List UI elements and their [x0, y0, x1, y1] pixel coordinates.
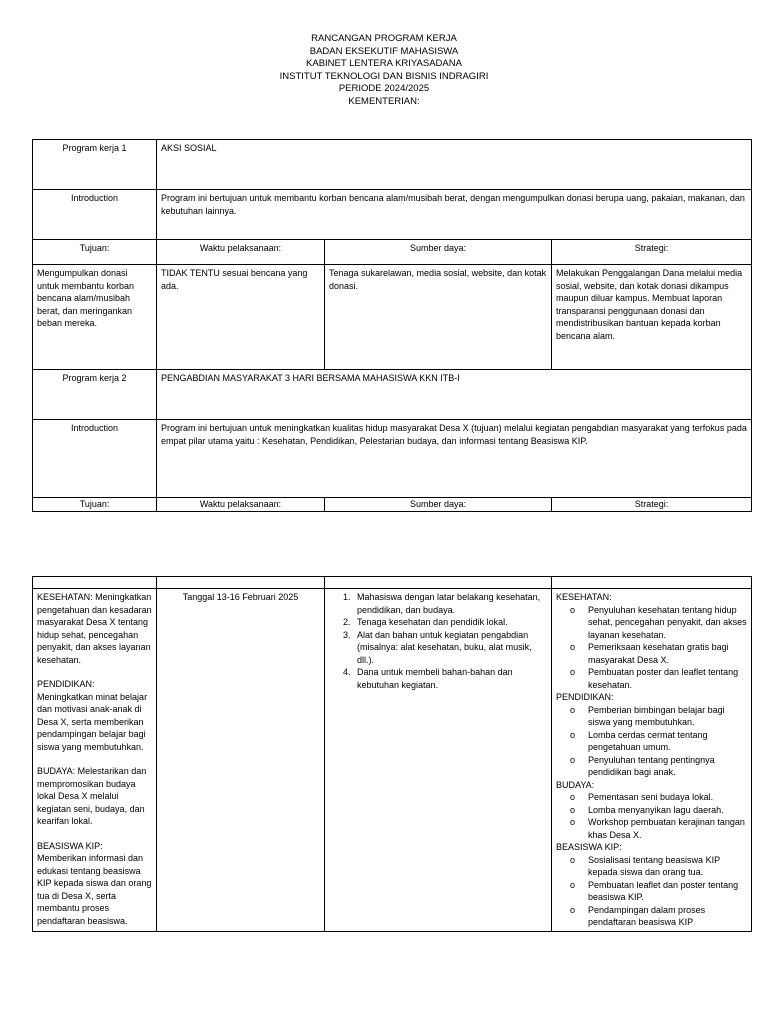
header-ministry: KEMENTERIAN: — [348, 95, 420, 107]
sumber-list — [329, 591, 547, 691]
empty-row — [33, 577, 752, 589]
bullet-icon: o — [570, 642, 576, 652]
program2-strategi-cell — [552, 589, 752, 932]
program2-detail-row — [33, 589, 752, 932]
program2-header-sumber: Sumber daya: — [325, 498, 552, 512]
program1-label: Program kerja 1 — [33, 140, 157, 190]
bullet-icon: o — [570, 804, 576, 815]
program-table-page-1 — [32, 139, 752, 512]
program1-header-row — [33, 240, 752, 265]
strategi-kesehatan-title: KESEHATAN: — [556, 592, 612, 602]
program1-sumber: Tenaga sukarelawan, media sosial, website, dan kotak donasi. — [325, 265, 552, 370]
list-item: o Pembuatan poster dan leaflet tentang kesehatan. — [570, 667, 739, 690]
program2-intro-label: Introduction — [33, 420, 157, 498]
program1-intro-label: Introduction — [33, 190, 157, 240]
list-item: o Lomba menyanyikan lagu daerah. — [570, 804, 724, 815]
strategi-pendidikan-list — [556, 704, 747, 779]
list-item: o Pemeriksaan kesehatan gratis bagi masyarakat Desa X. — [570, 642, 729, 665]
bullet-icon: o — [570, 817, 576, 827]
bullet-icon: o — [570, 879, 576, 890]
list-item: o Sosialisasi tentang beasiswa KIP kepada siswa dan orang tua. — [570, 854, 720, 877]
program1-intro: Program ini bertujuan untuk membantu korban bencana alam/musibah berat, dengan mengumpulkan donasi berupa uang, pakaian, makanan, dan kebutuhan lainnya. — [157, 190, 752, 240]
program1-intro-row — [33, 190, 752, 240]
strategi-beasiswa-title: BEASISWA KIP: — [556, 842, 622, 852]
program2-name-row — [33, 370, 752, 420]
tujuan-beasiswa: BEASISWA KIP: Memberikan informasi dan edukasi tentang beasiswa KIP kepada siswa dan orang tua di Desa X, serta membantu proses pendaftaran beasiswa. — [37, 840, 152, 926]
strategi-budaya-list — [556, 791, 747, 841]
program-table-page-2 — [32, 576, 752, 932]
program2-sumber-cell — [325, 589, 552, 932]
bullet-icon: o — [570, 854, 576, 865]
document-header — [0, 33, 768, 108]
program2-label: Program kerja 2 — [33, 370, 157, 420]
bullet-icon: o — [570, 729, 576, 740]
list-item: 1. Mahasiswa dengan latar belakang kesehatan, pendidikan, dan budaya. — [353, 591, 547, 616]
bullet-icon: o — [570, 667, 576, 677]
list-item: 2. Tenaga kesehatan dan pendidik lokal. — [353, 616, 547, 629]
header-cabinet: KABINET LENTERA KRIYASADANA — [306, 58, 462, 69]
list-item: o Penyuluhan tentang pentingnya pendidikan bagi anak. — [570, 754, 715, 777]
program1-name-row — [33, 140, 752, 190]
list-item: o Pembuatan leaflet dan poster tentang beasiswa KIP. — [570, 879, 739, 902]
program2-header-waktu: Waktu pelaksanaan: — [157, 498, 325, 512]
program2-header-row — [33, 498, 752, 512]
list-item: 4. Dana untuk membeli bahan-bahan dan kebutuhan kegiatan. — [353, 666, 547, 691]
tujuan-budaya: BUDAYA: Melestarikan dan mempromosikan budaya lokal Desa X melalui kegiatan seni, budaya, dan kearifan lokal. — [37, 766, 147, 826]
header-period: PERIODE 2024/2025 — [338, 83, 430, 94]
strategi-kesehatan-list — [556, 604, 747, 692]
list-item: o Lomba cerdas cermat tentang pengetahuan umum. — [570, 729, 708, 752]
tujuan-pendidikan: PENDIDIKAN: Meningkatkan minat belajar dan motivasi anak-anak di Desa X, serta memberikan pendampingan belajar bagi siswa yang membutuhkan. — [37, 679, 148, 752]
program2-intro-row — [33, 420, 752, 498]
list-item: o Penyuluhan kesehatan tentang hidup sehat, pencegahan penyakit, dan akses layanan kesehatan. — [570, 604, 747, 640]
bullet-icon: o — [570, 754, 576, 765]
list-item: 3. Alat dan bahan untuk kegiatan pengabdian (misalnya: alat kesehatan, buku, alat musik, dll.). — [353, 629, 547, 667]
program2-intro: Program ini bertujuan untuk meningkatkan kualitas hidup masyarakat Desa X (tujuan) melalui kegiatan pengabdian masyarakat yang terfokus pada empat pilar utama yaitu : Kesehatan, Pendidikan, Pelestarian budaya, dan informasi tentang Beasiswa KIP. — [157, 420, 752, 498]
program2-header-tujuan: Tujuan: — [33, 498, 157, 512]
program1-tujuan: Mengumpulkan donasi untuk membantu korban bencana alam/musibah berat, dan meringankan beban mereka. — [33, 265, 157, 370]
program2-name: PENGABDIAN MASYARAKAT 3 HARI BERSAMA MAHASISWA KKN ITB-I — [157, 370, 752, 420]
program1-header-tujuan: Tujuan: — [33, 240, 157, 265]
program2-tujuan-cell — [33, 589, 157, 932]
bullet-icon: o — [570, 904, 576, 915]
bullet-icon: o — [570, 792, 576, 802]
bullet-icon: o — [570, 604, 576, 615]
tujuan-kesehatan: KESEHATAN: Meningkatkan pengetahuan dan kesadaran masyarakat Desa X tentang hidup sehat, pencegahan penyakit, dan akses layanan kesehatan. — [37, 592, 152, 665]
strategi-budaya-title: BUDAYA: — [556, 779, 595, 790]
header-organization: BADAN EKSEKUTIF MAHASISWA — [309, 45, 459, 57]
strategi-beasiswa-list — [556, 854, 747, 929]
program1-detail-row — [33, 265, 752, 370]
program1-header-waktu: Waktu pelaksanaan: — [157, 240, 325, 265]
program2-waktu: Tanggal 13-16 Februari 2025 — [157, 589, 325, 932]
program1-name: AKSI SOSIAL — [157, 140, 752, 190]
program1-header-sumber: Sumber daya: — [325, 240, 552, 265]
header-institution: INSTITUT TEKNOLOGI DAN BISNIS INDRAGIRI — [279, 70, 489, 82]
program2-header-strategi: Strategi: — [552, 498, 752, 512]
program1-header-strategi: Strategi: — [552, 240, 752, 265]
bullet-icon: o — [570, 704, 576, 715]
list-item: o Pendampingan dalam proses pendaftaran beasiswa KIP — [570, 904, 706, 927]
program1-waktu: TIDAK TENTU sesuai bencana yang ada. — [157, 265, 325, 370]
header-title: RANCANGAN PROGRAM KERJA — [311, 33, 457, 44]
list-item: o Workshop pembuatan kerajinan tangan khas Desa X. — [570, 817, 745, 840]
program1-strategi: Melakukan Penggalangan Dana melalui media sosial, website, dan kotak donasi dikampus maupun diluar kampus. Membuat laporan transparansi penggunaan donasi dan mendistribusikan bantuan kepada korban bencana alam. — [552, 265, 752, 370]
list-item: o Pemberian bimbingan belajar bagi siswa yang membutuhkan. — [570, 704, 725, 727]
list-item: o Pementasan seni budaya lokal. — [570, 792, 714, 802]
strategi-pendidikan-title: PENDIDIKAN: — [556, 692, 614, 702]
